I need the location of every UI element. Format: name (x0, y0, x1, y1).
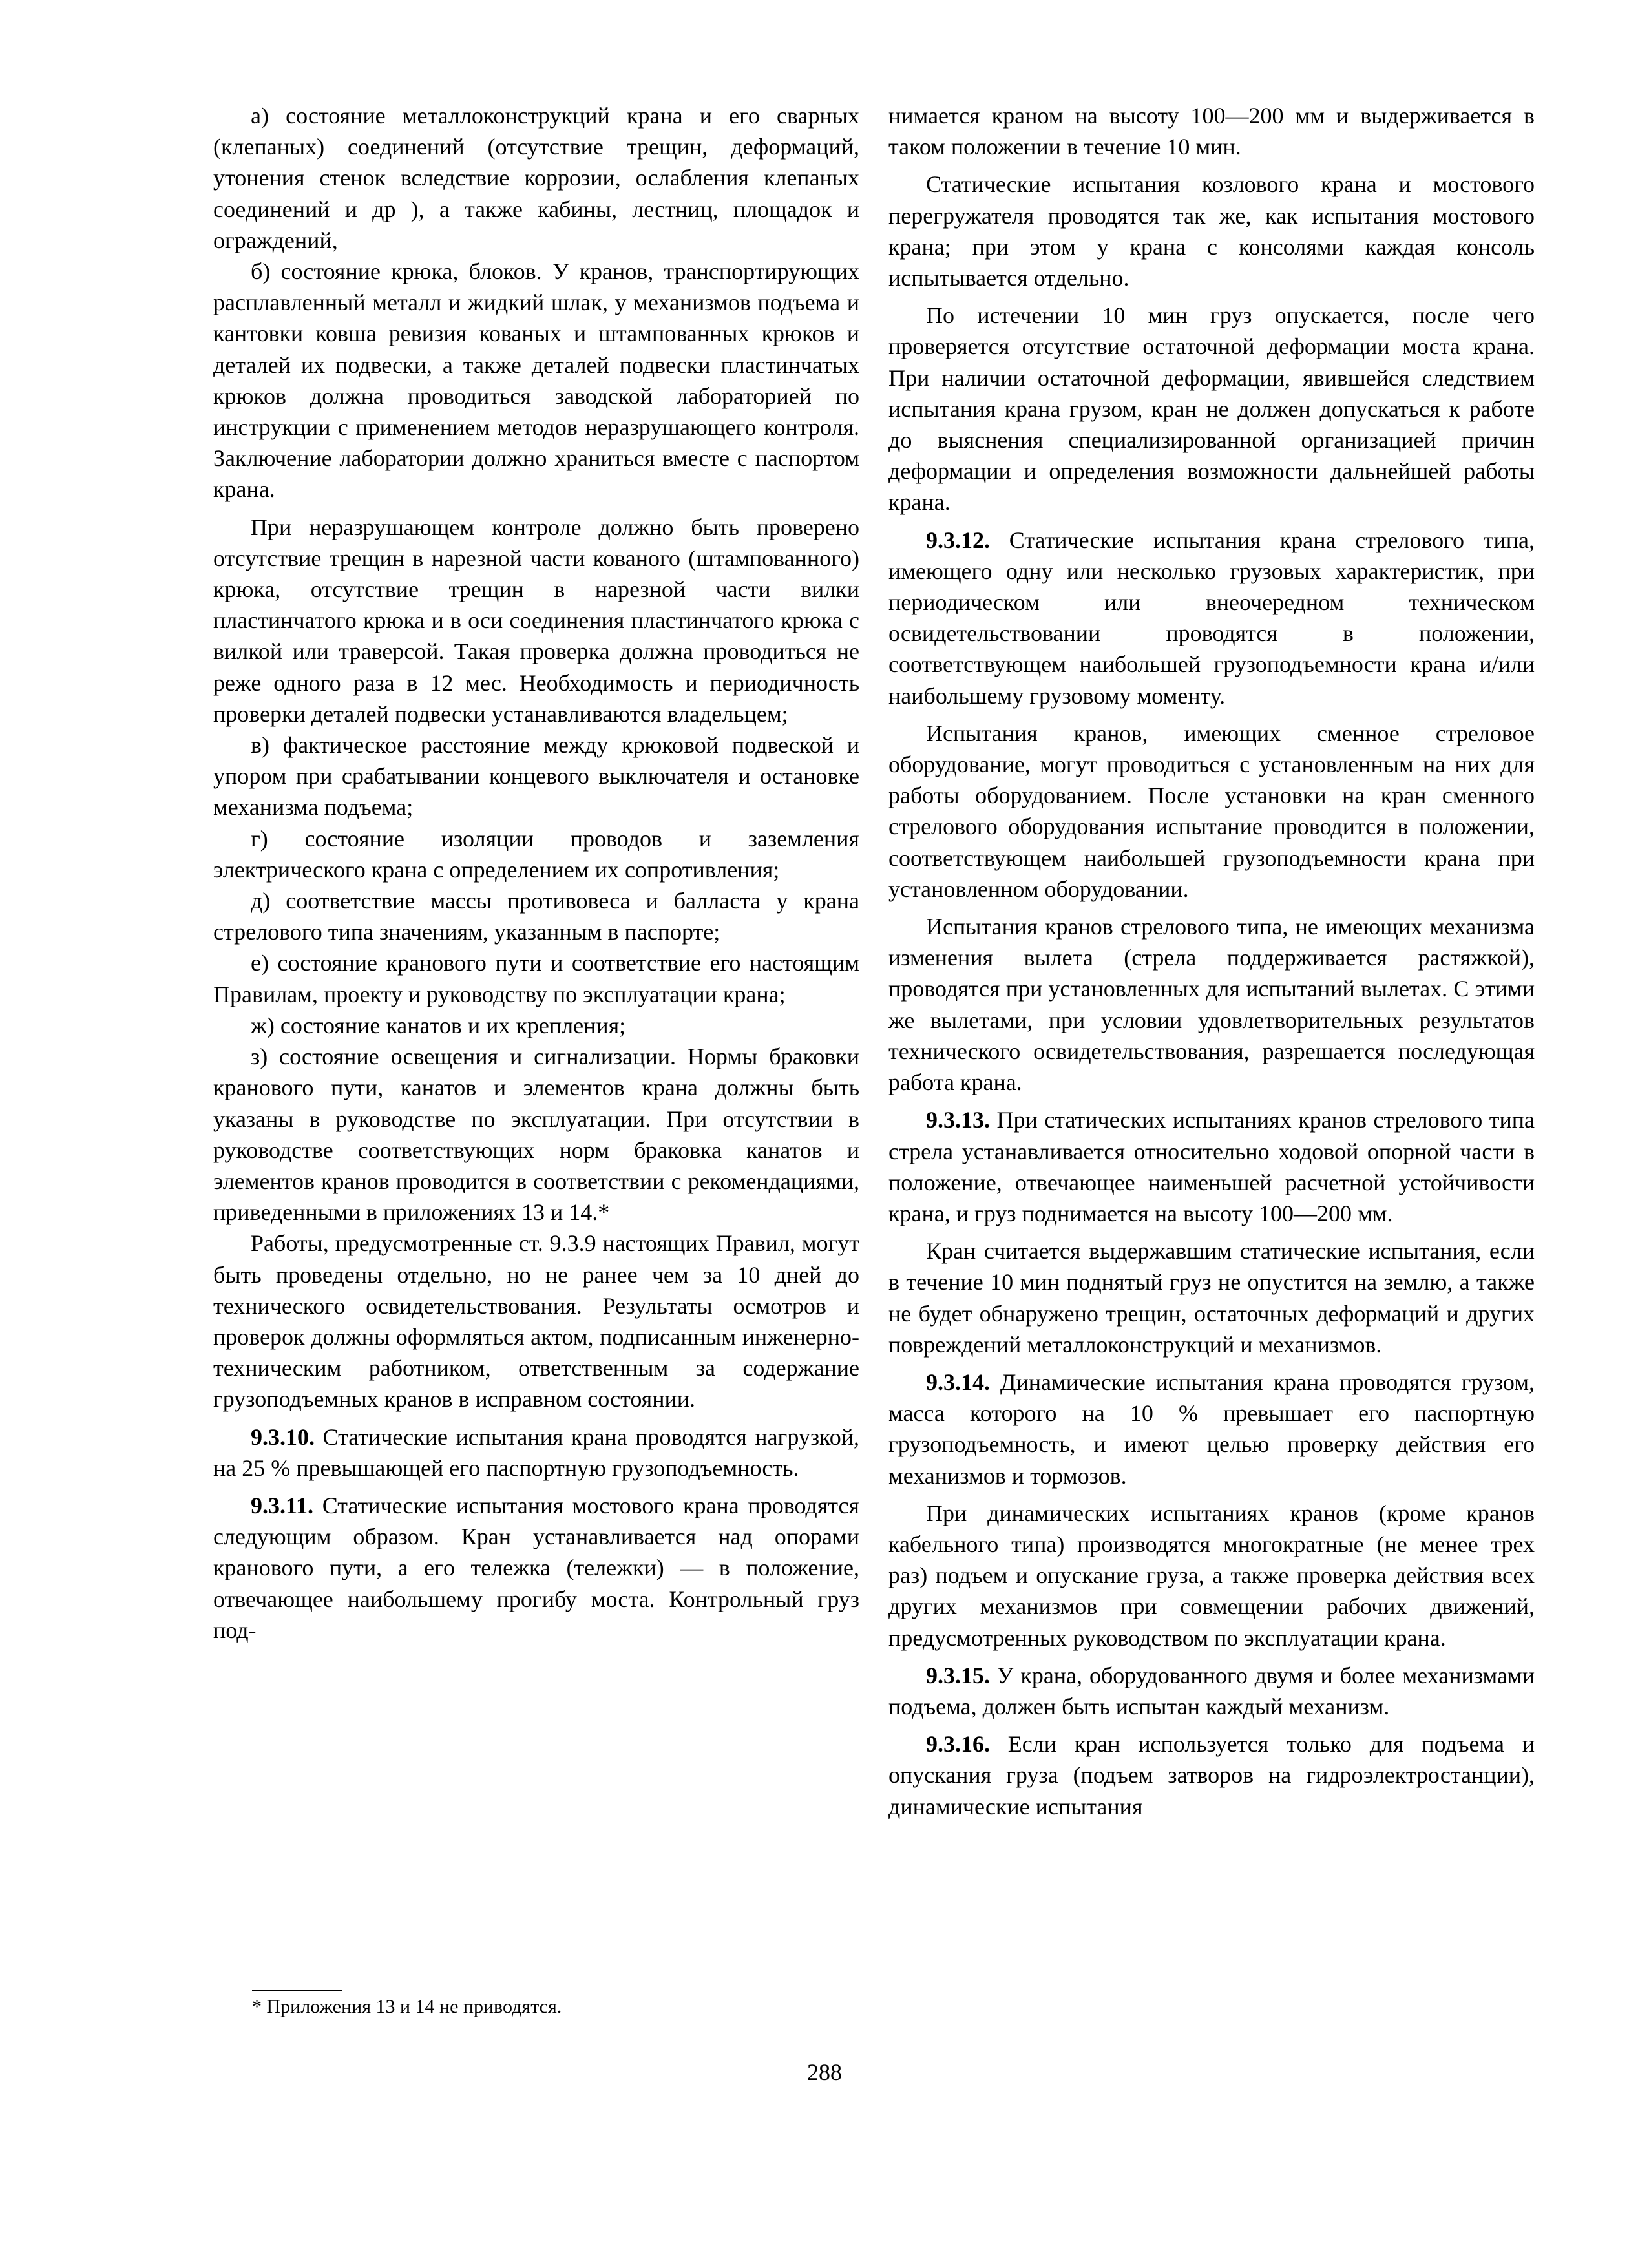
footnote-divider (252, 1990, 342, 1991)
section-number: 9.3.15. (926, 1662, 990, 1688)
section-text: Динамические испытания крана проводятся грузом, масса которого на 10 % превышает его паспортную грузоподъемность, и имеют целью проверку действия его механизмов и тормозов. (888, 1369, 1535, 1489)
section-9-3-14 (888, 1367, 1535, 1491)
left-column (213, 100, 859, 1646)
section-9-3-12 (888, 525, 1535, 711)
paragraph-boom-equipment: Испытания кранов, имеющих сменное стреловое оборудование, могут проводиться с установленным на них для работы оборудованием. После установки на кран сменного стрелового оборудования испытание проводится в положении, соответствующем наибольшей грузоподъемности крана при установленном оборудовании. (888, 720, 1535, 902)
paragraph-deformation: По истечении 10 мин груз опускается, после чего проверяется отсутствие остаточной деформации моста крана. При наличии остаточной деформации, явившейся следствием испытания крана грузом, кран не должен допускаться к работе до выяснения специализированной организацией причин деформации и определения возможности дальнейшей работы крана. (888, 302, 1535, 516)
section-text: Статические испытания крана стрелового типа, имеющего одну или несколько грузовых характеристик, при периодическом или внеочередном техническом освидетельствовании проводятся в положении, соответствующем наибольшей грузоподъемности крана и/или наибольшему грузовому моменту. (888, 527, 1535, 709)
paragraph-z: з) состояние освещения и сигнализации. Нормы браковки кранового пути, канатов и элементов крана должны быть указаны в руководстве по эксплуатации. При отсутствии в руководстве соответствующих норм браковка канатов и элементов кранов проводится в соответствии с рекомендациями, приведенными в приложениях 13 и 14.* (213, 1044, 859, 1226)
paragraph-a: а) состояние металлоконструкций крана и его сварных (клепаных) соединений (отсутствие трещин, деформаций, утонения стенок вследствие коррозии, ослабления клепаных соединений и др ), а также кабины, лестниц, площадок и ограждений, (213, 103, 859, 253)
section-text: Статические испытания крана проводятся нагрузкой, на 25 % превышающей его паспортную грузоподъемность. (213, 1423, 859, 1481)
section-9-3-13 (888, 1104, 1535, 1229)
paragraph-ndt: При неразрушающем контроле должно быть проверено отсутствие трещин в нарезной части кованого (штампованного) крюка, отсутствие трещин в нарезной части вилки пластинчатого крюка и в оси соединения пластинчатого крюка с вилкой или траверсой. Такая проверка должна проводиться не реже одного раза в 12 мес. Необходимость и периодичность проверки деталей подвески устанавливаются владельцем; (213, 514, 859, 727)
section-number: 9.3.12. (926, 527, 990, 553)
section-9-3-15 (888, 1660, 1535, 1722)
section-number: 9.3.11. (251, 1492, 314, 1518)
paragraph-continued: нимается краном на высоту 100—200 мм и выдерживается в таком положении в течение 10 мин. (888, 103, 1535, 160)
section-9-3-10 (213, 1422, 859, 1484)
paragraph-works: Работы, предусмотренные ст. 9.3.9 настоящих Правил, могут быть проведены отдельно, но не ранее чем за 10 дней до технического освидетельствования. Результаты осмотров и проверок должны оформляться актом, подписанным инженерно-техническим работником, ответственным за содержание грузоподъемных кранов в исправном состоянии. (213, 1230, 859, 1412)
page-number: 288 (807, 2059, 842, 2085)
paragraph-d: д) соответствие массы противовеса и балласта у крана стрелового типа значениям, указанным в паспорте; (213, 888, 859, 945)
section-text: Если кран используется только для подъема и опускания груза (подъем затворов на гидроэлектростанции), динамические испытания (888, 1731, 1535, 1820)
section-text: У крана, оборудованного двумя и более механизмами подъема, должен быть испытан каждый механизм. (888, 1662, 1535, 1719)
section-number: 9.3.14. (926, 1369, 990, 1395)
section-number: 9.3.16. (926, 1731, 990, 1758)
section-number: 9.3.10. (251, 1423, 315, 1450)
footnote: * Приложения 13 и 14 не приводятся. (252, 1996, 562, 2017)
section-9-3-11 (213, 1490, 859, 1646)
section-text: Статические испытания мостового крана проводятся следующим образом. Кран устанавливается над опорами кранового пути, а его тележка (тележки) — в положение, отвечающее наибольшему прогибу моста. Контрольный груз под- (213, 1492, 859, 1643)
right-column (888, 100, 1535, 1822)
paragraph-v: в) фактическое расстояние между крюковой подвеской и упором при срабатывании концевого выключателя и остановке механизма подъема; (213, 732, 859, 821)
paragraph-gantry-crane: Статические испытания козлового крана и мостового перегружателя проводятся так же, как испытания мостового крана; при этом у крана с консолями каждая консоль испытывается отдельно. (888, 171, 1535, 291)
paragraph-static-passed: Кран считается выдержавшим статические испытания, если в течение 10 мин поднятый груз не опустится на землю, а также не будет обнаружено трещин, остаточных деформаций и других повреждений металлоконструкций и механизмов. (888, 1238, 1535, 1358)
paragraph-b: б) состояние крюка, блоков. У кранов, транспортирующих расплавленный металл и жидкий шлак, у механизмов подъема и кантовки ковша ревизия кованых и штампованных крюков и деталей их подвески, а также деталей подвески пластинчатых крюков должна проводиться заводской лабораторией по инструкции с применением методов неразрушающего контроля. Заключение лаборатории должно храниться вместе с паспортом крана. (213, 258, 859, 503)
section-text: При статических испытаниях кранов стрелового типа стрела устанавливается относительно ходовой опорной части в положение, отвечающее наименьшей расчетной устойчивости крана, и груз поднимается на высоту 100—200 мм. (888, 1107, 1535, 1226)
paragraph-dynamic-tests: При динамических испытаниях кранов (кроме кранов кабельного типа) производятся многократные (не менее трех раз) подъем и опускание груза, а также проверка действия всех других механизмов при совмещении рабочих движений, предусмотренных руководством по эксплуатации крана. (888, 1500, 1535, 1651)
paragraph-g: г) состояние изоляции проводов и заземления электрического крана с определением их сопротивления; (213, 825, 859, 883)
section-number: 9.3.13. (926, 1107, 990, 1133)
section-9-3-16 (888, 1728, 1535, 1822)
paragraph-zh: ж) состояние канатов и их крепления; (251, 1012, 626, 1038)
paragraph-e: е) состояние кранового пути и соответствие его настоящим Правилам, проекту и руководству по эксплуатации крана; (213, 950, 859, 1007)
paragraph-boom-reach: Испытания кранов стрелового типа, не имеющих механизма изменения вылета (стрела поддерживается растяжкой), проводятся при установленных для испытаний вылетах. С этими же вылетами, при условии удовлетворительных результатов технического освидетельствования, разрешается последующая работа крана. (888, 914, 1535, 1096)
